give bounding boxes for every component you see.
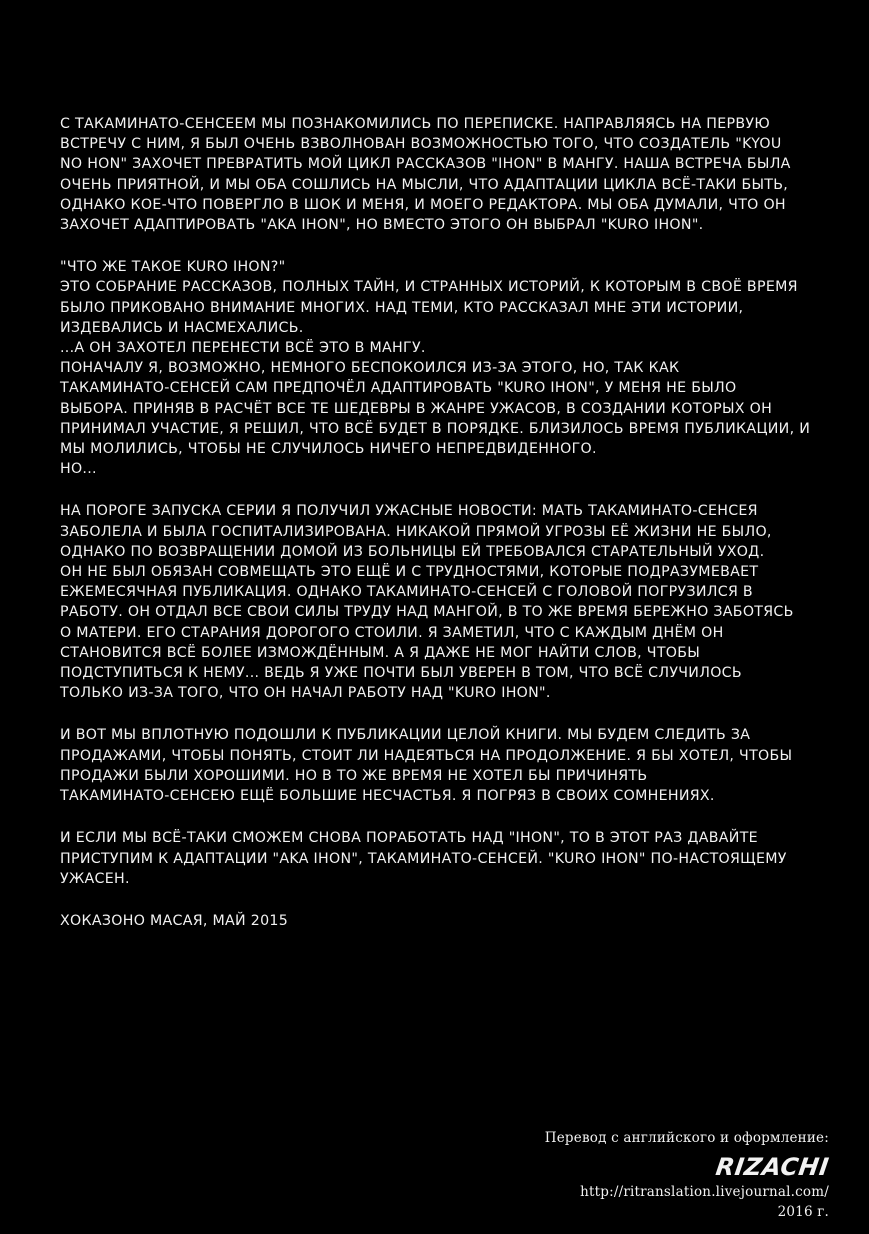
text-line: ...А ОН ЗАХОТЕЛ ПЕРЕНЕСТИ ВСЁ ЭТО В МАНГУ. — [60, 340, 426, 357]
text-line: ЗАХОЧЕТ АДАПТИРОВАТЬ "AKA IHON", НО ВМЕСТО ЭТОГО ОН ВЫБРАЛ "KURO IHON". — [60, 217, 704, 234]
text-line: ЭТО СОБРАНИЕ РАССКАЗОВ, ПОЛНЫХ ТАЙН, И СТРАННЫХ ИСТОРИЙ, К КОТОРЫМ В СВОЁ ВРЕМЯ — [60, 279, 798, 296]
paragraph-5 — [60, 828, 850, 889]
text-line: ПРИНИМАЛ УЧАСТИЕ, Я РЕШИЛ, ЧТО ВСЁ БУДЕТ В ПОРЯДКЕ. БЛИЗИЛОСЬ ВРЕМЯ ПУБЛИКАЦИИ, И — [60, 420, 811, 437]
paragraph-1 — [60, 114, 850, 235]
paragraph-2 — [60, 257, 850, 479]
text-line: ТОЛЬКО ИЗ-ЗА ТОГО, ЧТО ОН НАЧАЛ РАБОТУ НАД "KURO IHON". — [60, 685, 551, 702]
text-line: СТАНОВИТСЯ ВСЁ БОЛЕЕ ИЗМОЖДЁННЫМ. А Я ДАЖЕ НЕ МОГ НАЙТИ СЛОВ, ЧТОБЫ — [60, 644, 701, 661]
translator-brand-logo: RIZACHI — [714, 1153, 831, 1181]
paragraph-spacer — [60, 806, 850, 828]
paragraph-spacer — [60, 889, 850, 911]
paragraph-4 — [60, 725, 850, 806]
text-line: И ЕСЛИ МЫ ВСЁ-ТАКИ СМОЖЕМ СНОВА ПОРАБОТАТЬ НАД "IHON", ТО В ЭТОТ РАЗ ДАВАЙТЕ — [60, 830, 758, 847]
afterword-text — [60, 114, 850, 931]
text-line: ТАКАМИНАТО-СЕНСЕЙ САМ ПРЕДПОЧЁЛ АДАПТИРОВАТЬ "KURO IHON", У МЕНЯ НЕ БЫЛО — [60, 380, 737, 397]
text-line: ЗАБОЛЕЛА И БЫЛА ГОСПИТАЛИЗИРОВАНА. НИКАКОЙ ПРЯМОЙ УГРОЗЫ ЕЁ ЖИЗНИ НЕ БЫЛО, — [60, 523, 772, 540]
text-line: ИЗДЕВАЛИСЬ И НАСМЕХАЛИСЬ. — [60, 319, 304, 336]
text-line: ТАКАМИНАТО-СЕНСЕЮ ЕЩЁ БОЛЬШИЕ НЕСЧАСТЬЯ. Я ПОГРЯЗ В СВОИХ СОМНЕНИЯХ. — [60, 788, 715, 805]
text-line: ПОНАЧАЛУ Я, ВОЗМОЖНО, НЕМНОГО БЕСПОКОИЛСЯ ИЗ-ЗА ЭТОГО, НО, ТАК КАК — [60, 360, 680, 377]
author-signature: ХОКАЗОНО МАСАЯ, МАЙ 2015 — [60, 912, 289, 929]
text-line: ПРОДАЖАМИ, ЧТОБЫ ПОНЯТЬ, СТОИТ ЛИ НАДЕЯТЬСЯ НА ПРОДОЛЖЕНИЕ. Я БЫ ХОТЕЛ, ЧТОБЫ — [60, 747, 793, 764]
text-line: ОДНАКО ПО ВОЗВРАЩЕНИИ ДОМОЙ ИЗ БОЛЬНИЦЫ ЕЙ ТРЕБОВАЛСЯ СТАРАТЕЛЬНЫЙ УХОД. — [60, 543, 765, 560]
text-line: БЫЛО ПРИКОВАНО ВНИМАНИЕ МНОГИХ. НАД ТЕМИ, КТО РАССКАЗАЛ МНЕ ЭТИ ИСТОРИИ, — [60, 299, 744, 316]
text-line: ВЫБОРА. ПРИНЯВ В РАСЧЁТ ВСЕ ТЕ ШЕДЕВРЫ В ЖАНРЕ УЖАСОВ, В СОЗДАНИИ КОТОРЫХ ОН — [60, 400, 773, 417]
paragraph-spacer — [60, 235, 850, 257]
credits-label: Перевод с английского и оформление: — [544, 1130, 829, 1146]
text-line: И ВОТ МЫ ВПЛОТНУЮ ПОДОШЛИ К ПУБЛИКАЦИИ ЦЕЛОЙ КНИГИ. МЫ БУДЕМ СЛЕДИТЬ ЗА — [60, 727, 751, 744]
text-line: ПОДСТУПИТЬСЯ К НЕМУ... ВЕДЬ Я УЖЕ ПОЧТИ БЫЛ УВЕРЕН В ТОМ, ЧТО ВСЁ СЛУЧИЛОСЬ — [60, 665, 742, 682]
text-line: NO HON" ЗАХОЧЕТ ПРЕВРАТИТЬ МОЙ ЦИКЛ РАССКАЗОВ "IHON" В МАНГУ. НАША ВСТРЕЧА БЫЛА — [60, 156, 791, 173]
section-heading: "ЧТО ЖЕ ТАКОЕ KURO IHON?" — [60, 259, 286, 276]
text-line: НО... — [60, 461, 97, 478]
paragraph-spacer — [60, 479, 850, 501]
text-line: МЫ МОЛИЛИСЬ, ЧТОБЫ НЕ СЛУЧИЛОСЬ НИЧЕГО НЕПРЕДВИДЕННОГО. — [60, 441, 597, 458]
text-line: ВСТРЕЧУ С НИМ, Я БЫЛ ОЧЕНЬ ВЗВОЛНОВАН ВОЗМОЖНОСТЬЮ ТОГО, ЧТО СОЗДАТЕЛЬ "KYOU — [60, 136, 782, 153]
credits-brand-wrap — [545, 1148, 829, 1182]
text-line: О МАТЕРИ. ЕГО СТАРАНИЯ ДОРОГОГО СТОИЛИ. Я ЗАМЕТИЛ, ЧТО С КАЖДЫМ ДНЁМ ОН — [60, 624, 724, 641]
text-line: С ТАКАМИНАТО-СЕНСЕЕМ МЫ ПОЗНАКОМИЛИСЬ ПО ПЕРЕПИСКЕ. НАПРАВЛЯЯСЬ НА ПЕРВУЮ — [60, 116, 770, 132]
text-line: УЖАСЕН. — [60, 870, 130, 887]
text-line: ОДНАКО КОЕ-ЧТО ПОВЕРГЛО В ШОК И МЕНЯ, И МОЕГО РЕДАКТОРА. МЫ ОБА ДУМАЛИ, ЧТО ОН — [60, 196, 786, 213]
paragraph-3 — [60, 501, 850, 703]
text-line: ПРОДАЖИ БЫЛИ ХОРОШИМИ. НО В ТО ЖЕ ВРЕМЯ НЕ ХОТЕЛ БЫ ПРИЧИНЯТЬ — [60, 767, 648, 784]
text-line: ЕЖЕМЕСЯЧНАЯ ПУБЛИКАЦИЯ. ОДНАКО ТАКАМИНАТО-СЕНСЕЙ С ГОЛОВОЙ ПОГРУЗИЛСЯ В — [60, 584, 753, 601]
text-line: РАБОТУ. ОН ОТДАЛ ВСЕ СВОИ СИЛЫ ТРУДУ НАД МАНГОЙ, В ТО ЖЕ ВРЕМЯ БЕРЕЖНО ЗАБОТЯСЬ — [60, 604, 794, 621]
paragraph-spacer — [60, 703, 850, 725]
credits-year: 2016 г. — [777, 1204, 829, 1220]
text-line: ОЧЕНЬ ПРИЯТНОЙ, И МЫ ОБА СОШЛИСЬ НА МЫСЛИ, ЧТО АДАПТАЦИИ ЦИКЛА ВСЁ-ТАКИ БЫТЬ, — [60, 176, 789, 193]
translation-credits — [545, 1128, 829, 1222]
credits-url: http://ritranslation.livejournal.com/ — [580, 1184, 829, 1200]
text-line: ОН НЕ БЫЛ ОБЯЗАН СОВМЕЩАТЬ ЭТО ЕЩЁ И С ТРУДНОСТЯМИ, КОТОРЫЕ ПОДРАЗУМЕВАЕТ — [60, 564, 759, 581]
text-line: ПРИСТУПИМ К АДАПТАЦИИ "AKA IHON", ТАКАМИНАТО-СЕНСЕЙ. "KURO IHON" ПО-НАСТОЯЩЕМУ — [60, 850, 787, 867]
text-line: НА ПОРОГЕ ЗАПУСКА СЕРИИ Я ПОЛУЧИЛ УЖАСНЫЕ НОВОСТИ: МАТЬ ТАКАМИНАТО-СЕНСЕЯ — [60, 503, 758, 520]
